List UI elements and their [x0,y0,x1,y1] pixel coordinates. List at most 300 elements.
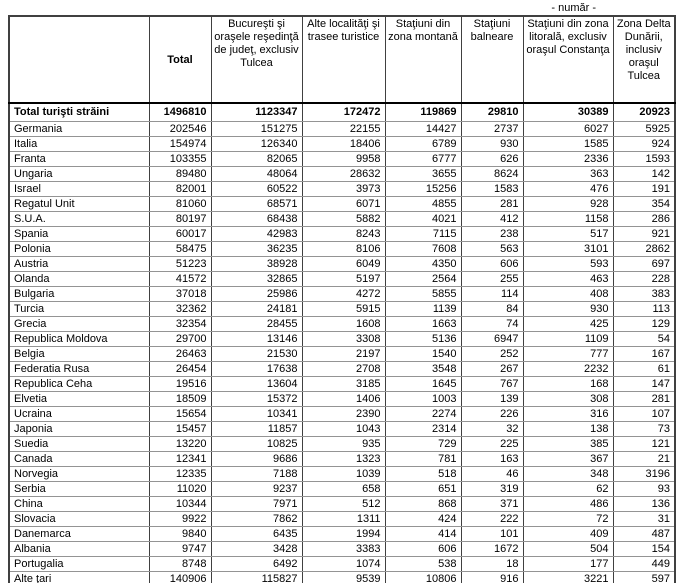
table-row [9,317,675,332]
value-cell: 21 [613,452,675,467]
value-cell: 172472 [302,103,385,122]
value-cell: 89480 [149,167,211,182]
value-cell: 46 [461,467,523,482]
value-cell: 2862 [613,242,675,257]
value-cell: 10825 [211,437,302,452]
value-cell: 129 [613,317,675,332]
table-row [9,497,675,512]
value-cell: 10806 [385,572,461,583]
row-label: S.U.A. [9,212,149,227]
value-cell: 7115 [385,227,461,242]
value-cell: 9686 [211,452,302,467]
value-cell: 1043 [302,422,385,437]
value-cell: 10341 [211,407,302,422]
value-cell: 163 [461,452,523,467]
row-label: Serbia [9,482,149,497]
value-cell: 26454 [149,362,211,377]
table-row [9,557,675,572]
value-cell: 18 [461,557,523,572]
value-cell: 29810 [461,103,523,122]
value-cell: 1109 [523,332,613,347]
value-cell: 6492 [211,557,302,572]
value-cell: 6947 [461,332,523,347]
value-cell: 68438 [211,212,302,227]
value-cell: 32362 [149,302,211,317]
value-cell: 1593 [613,152,675,167]
value-cell: 6777 [385,152,461,167]
value-cell: 930 [461,137,523,152]
value-cell: 412 [461,212,523,227]
value-cell: 12335 [149,467,211,482]
value-cell: 1645 [385,377,461,392]
value-cell: 48064 [211,167,302,182]
value-cell: 4021 [385,212,461,227]
value-cell: 425 [523,317,613,332]
value-cell: 81060 [149,197,211,212]
value-cell: 1583 [461,182,523,197]
value-cell: 5855 [385,287,461,302]
value-cell: 697 [613,257,675,272]
row-label: Austria [9,257,149,272]
table-row [9,257,675,272]
value-cell: 41572 [149,272,211,287]
row-label: Federatia Rusa [9,362,149,377]
value-cell: 281 [461,197,523,212]
value-cell: 238 [461,227,523,242]
table-row [9,512,675,527]
row-label: Olanda [9,272,149,287]
value-cell: 14427 [385,122,461,137]
value-cell: 5925 [613,122,675,137]
table-header [9,16,675,103]
value-cell: 60017 [149,227,211,242]
value-cell: 2737 [461,122,523,137]
unit-note: - număr - [551,2,596,14]
value-cell: 2708 [302,362,385,377]
value-cell: 60522 [211,182,302,197]
value-cell: 921 [613,227,675,242]
value-cell: 13220 [149,437,211,452]
value-cell: 9840 [149,527,211,542]
value-cell: 371 [461,497,523,512]
value-cell: 147 [613,377,675,392]
value-cell: 222 [461,512,523,527]
table-row [9,347,675,362]
value-cell: 80197 [149,212,211,227]
value-cell: 113 [613,302,675,317]
value-cell: 58475 [149,242,211,257]
row-label: Turcia [9,302,149,317]
value-cell: 563 [461,242,523,257]
column-header: Alte localităţi şi trasee turistice [302,16,385,103]
value-cell: 32865 [211,272,302,287]
column-header: Staţiuni din zona montană [385,16,461,103]
value-cell: 167 [613,347,675,362]
value-cell: 414 [385,527,461,542]
value-cell: 18509 [149,392,211,407]
value-cell: 82065 [211,152,302,167]
value-cell: 6049 [302,257,385,272]
value-cell: 15256 [385,182,461,197]
table-body [9,103,675,583]
row-label: Spania [9,227,149,242]
value-cell: 38928 [211,257,302,272]
row-label: Israel [9,182,149,197]
value-cell: 1994 [302,527,385,542]
value-cell: 2564 [385,272,461,287]
value-cell: 17638 [211,362,302,377]
table-row [9,377,675,392]
value-cell: 517 [523,227,613,242]
value-cell: 1672 [461,542,523,557]
value-cell: 2390 [302,407,385,422]
table-row [9,167,675,182]
table-row [9,227,675,242]
value-cell: 142 [613,167,675,182]
value-cell: 13146 [211,332,302,347]
value-cell: 11857 [211,422,302,437]
value-cell: 12341 [149,452,211,467]
value-cell: 518 [385,467,461,482]
value-cell: 62 [523,482,613,497]
row-label: Norvegia [9,467,149,482]
value-cell: 930 [523,302,613,317]
row-label: Alte ţari [9,572,149,583]
value-cell: 28632 [302,167,385,182]
value-cell: 3308 [302,332,385,347]
row-label: Italia [9,137,149,152]
value-cell: 136 [613,497,675,512]
row-label: Grecia [9,317,149,332]
row-label: Canada [9,452,149,467]
value-cell: 2336 [523,152,613,167]
value-cell: 868 [385,497,461,512]
table-row [9,467,675,482]
table-row [9,287,675,302]
value-cell: 1406 [302,392,385,407]
row-label: Ucraina [9,407,149,422]
table-row [9,437,675,452]
value-cell: 36235 [211,242,302,257]
value-cell: 8624 [461,167,523,182]
value-cell: 1323 [302,452,385,467]
value-cell: 31 [613,512,675,527]
value-cell: 42983 [211,227,302,242]
value-cell: 1074 [302,557,385,572]
value-cell: 626 [461,152,523,167]
column-header: Zona Delta Dunării, inclusiv oraşul Tulcea [613,16,675,103]
value-cell: 226 [461,407,523,422]
table-row [9,407,675,422]
value-cell: 1123347 [211,103,302,122]
value-cell: 7862 [211,512,302,527]
table-row [9,542,675,557]
value-cell: 363 [523,167,613,182]
table-row [9,422,675,437]
table-row [9,332,675,347]
value-cell: 2314 [385,422,461,437]
value-cell: 4855 [385,197,461,212]
value-cell: 61 [613,362,675,377]
value-cell: 385 [523,437,613,452]
value-cell: 651 [385,482,461,497]
value-cell: 37018 [149,287,211,302]
value-cell: 74 [461,317,523,332]
value-cell: 729 [385,437,461,452]
value-cell: 9747 [149,542,211,557]
row-label: Republica Ceha [9,377,149,392]
value-cell: 151275 [211,122,302,137]
value-cell: 319 [461,482,523,497]
row-label: Japonia [9,422,149,437]
value-cell: 25986 [211,287,302,302]
table-row [9,212,675,227]
value-cell: 54 [613,332,675,347]
value-cell: 8243 [302,227,385,242]
value-cell: 2197 [302,347,385,362]
table-row [9,197,675,212]
value-cell: 101 [461,527,523,542]
value-cell: 1039 [302,467,385,482]
value-cell: 228 [613,272,675,287]
value-cell: 354 [613,197,675,212]
value-cell: 26463 [149,347,211,362]
row-label: Bulgaria [9,287,149,302]
value-cell: 28455 [211,317,302,332]
row-label: Polonia [9,242,149,257]
value-cell: 84 [461,302,523,317]
table-row [9,152,675,167]
value-cell: 21530 [211,347,302,362]
table-row [9,182,675,197]
value-cell: 538 [385,557,461,572]
value-cell: 20923 [613,103,675,122]
row-label: Suedia [9,437,149,452]
value-cell: 1496810 [149,103,211,122]
value-cell: 140906 [149,572,211,583]
value-cell: 51223 [149,257,211,272]
row-label: Germania [9,122,149,137]
value-cell: 73 [613,422,675,437]
row-label: China [9,497,149,512]
value-cell: 114 [461,287,523,302]
row-label: Franta [9,152,149,167]
value-cell: 68571 [211,197,302,212]
value-cell: 3973 [302,182,385,197]
value-cell: 4350 [385,257,461,272]
header-row [9,16,675,103]
value-cell: 1139 [385,302,461,317]
value-cell: 202546 [149,122,211,137]
value-cell: 348 [523,467,613,482]
value-cell: 138 [523,422,613,437]
value-cell: 4272 [302,287,385,302]
value-cell: 449 [613,557,675,572]
table-row [9,302,675,317]
value-cell: 267 [461,362,523,377]
table-row [9,242,675,257]
value-cell: 24181 [211,302,302,317]
value-cell: 191 [613,182,675,197]
value-cell: 928 [523,197,613,212]
table-row [9,122,675,137]
value-cell: 6789 [385,137,461,152]
value-cell: 486 [523,497,613,512]
value-cell: 126340 [211,137,302,152]
value-cell: 252 [461,347,523,362]
value-cell: 3548 [385,362,461,377]
table-row [9,452,675,467]
value-cell: 30389 [523,103,613,122]
value-cell: 281 [613,392,675,407]
value-cell: 225 [461,437,523,452]
value-cell: 3221 [523,572,613,583]
value-cell: 13604 [211,377,302,392]
value-cell: 767 [461,377,523,392]
value-cell: 32 [461,422,523,437]
foreign-tourists-table [8,15,676,583]
value-cell: 22155 [302,122,385,137]
column-header: Total [149,16,211,103]
table-row [9,572,675,583]
value-cell: 103355 [149,152,211,167]
value-cell: 1608 [302,317,385,332]
row-label: Total turişti străini [9,103,149,122]
value-cell: 916 [461,572,523,583]
value-cell: 9922 [149,512,211,527]
value-cell: 1663 [385,317,461,332]
table-row [9,482,675,497]
value-cell: 11020 [149,482,211,497]
value-cell: 29700 [149,332,211,347]
value-cell: 154 [613,542,675,557]
row-label: Elvetia [9,392,149,407]
value-cell: 255 [461,272,523,287]
value-cell: 1585 [523,137,613,152]
total-row [9,103,675,122]
row-label: Albania [9,542,149,557]
value-cell: 177 [523,557,613,572]
value-cell: 7608 [385,242,461,257]
value-cell: 383 [613,287,675,302]
value-cell: 93 [613,482,675,497]
value-cell: 597 [613,572,675,583]
value-cell: 15457 [149,422,211,437]
value-cell: 168 [523,377,613,392]
row-label: Portugalia [9,557,149,572]
row-label: Regatul Unit [9,197,149,212]
value-cell: 5882 [302,212,385,227]
value-cell: 3428 [211,542,302,557]
value-cell: 5915 [302,302,385,317]
value-cell: 82001 [149,182,211,197]
value-cell: 1311 [302,512,385,527]
value-cell: 2274 [385,407,461,422]
value-cell: 316 [523,407,613,422]
value-cell: 409 [523,527,613,542]
value-cell: 6027 [523,122,613,137]
value-cell: 6435 [211,527,302,542]
row-label: Republica Moldova [9,332,149,347]
table-row [9,392,675,407]
value-cell: 408 [523,287,613,302]
row-label: Ungaria [9,167,149,182]
value-cell: 5136 [385,332,461,347]
value-cell: 154974 [149,137,211,152]
value-cell: 18406 [302,137,385,152]
value-cell: 1003 [385,392,461,407]
value-cell: 121 [613,437,675,452]
value-cell: 15372 [211,392,302,407]
value-cell: 658 [302,482,385,497]
value-cell: 606 [461,257,523,272]
value-cell: 476 [523,182,613,197]
row-label: Danemarca [9,527,149,542]
value-cell: 1540 [385,347,461,362]
value-cell: 6071 [302,197,385,212]
value-cell: 8748 [149,557,211,572]
table-row [9,137,675,152]
value-cell: 3196 [613,467,675,482]
value-cell: 504 [523,542,613,557]
value-cell: 5197 [302,272,385,287]
row-label: Belgia [9,347,149,362]
value-cell: 7971 [211,497,302,512]
value-cell: 286 [613,212,675,227]
value-cell: 3383 [302,542,385,557]
value-cell: 115827 [211,572,302,583]
value-cell: 139 [461,392,523,407]
row-label-column-header [9,16,149,103]
value-cell: 2232 [523,362,613,377]
value-cell: 72 [523,512,613,527]
value-cell: 3101 [523,242,613,257]
value-cell: 3655 [385,167,461,182]
column-header: Staţiuni balneare [461,16,523,103]
value-cell: 8106 [302,242,385,257]
column-header: Bucureşti şi oraşele reşedinţă de judeţ, exclusiv Tulcea [211,16,302,103]
value-cell: 606 [385,542,461,557]
value-cell: 19516 [149,377,211,392]
value-cell: 9237 [211,482,302,497]
value-cell: 3185 [302,377,385,392]
value-cell: 777 [523,347,613,362]
value-cell: 487 [613,527,675,542]
value-cell: 9539 [302,572,385,583]
value-cell: 781 [385,452,461,467]
value-cell: 15654 [149,407,211,422]
value-cell: 367 [523,452,613,467]
value-cell: 7188 [211,467,302,482]
table-row [9,362,675,377]
table-row [9,272,675,287]
value-cell: 424 [385,512,461,527]
value-cell: 32354 [149,317,211,332]
value-cell: 935 [302,437,385,452]
value-cell: 1158 [523,212,613,227]
value-cell: 512 [302,497,385,512]
row-label: Slovacia [9,512,149,527]
value-cell: 593 [523,257,613,272]
value-cell: 10344 [149,497,211,512]
value-cell: 308 [523,392,613,407]
column-header: Staţiuni din zona litorală, exclusiv oraşul Constanţa [523,16,613,103]
value-cell: 119869 [385,103,461,122]
value-cell: 924 [613,137,675,152]
value-cell: 107 [613,407,675,422]
table-row [9,527,675,542]
value-cell: 9958 [302,152,385,167]
